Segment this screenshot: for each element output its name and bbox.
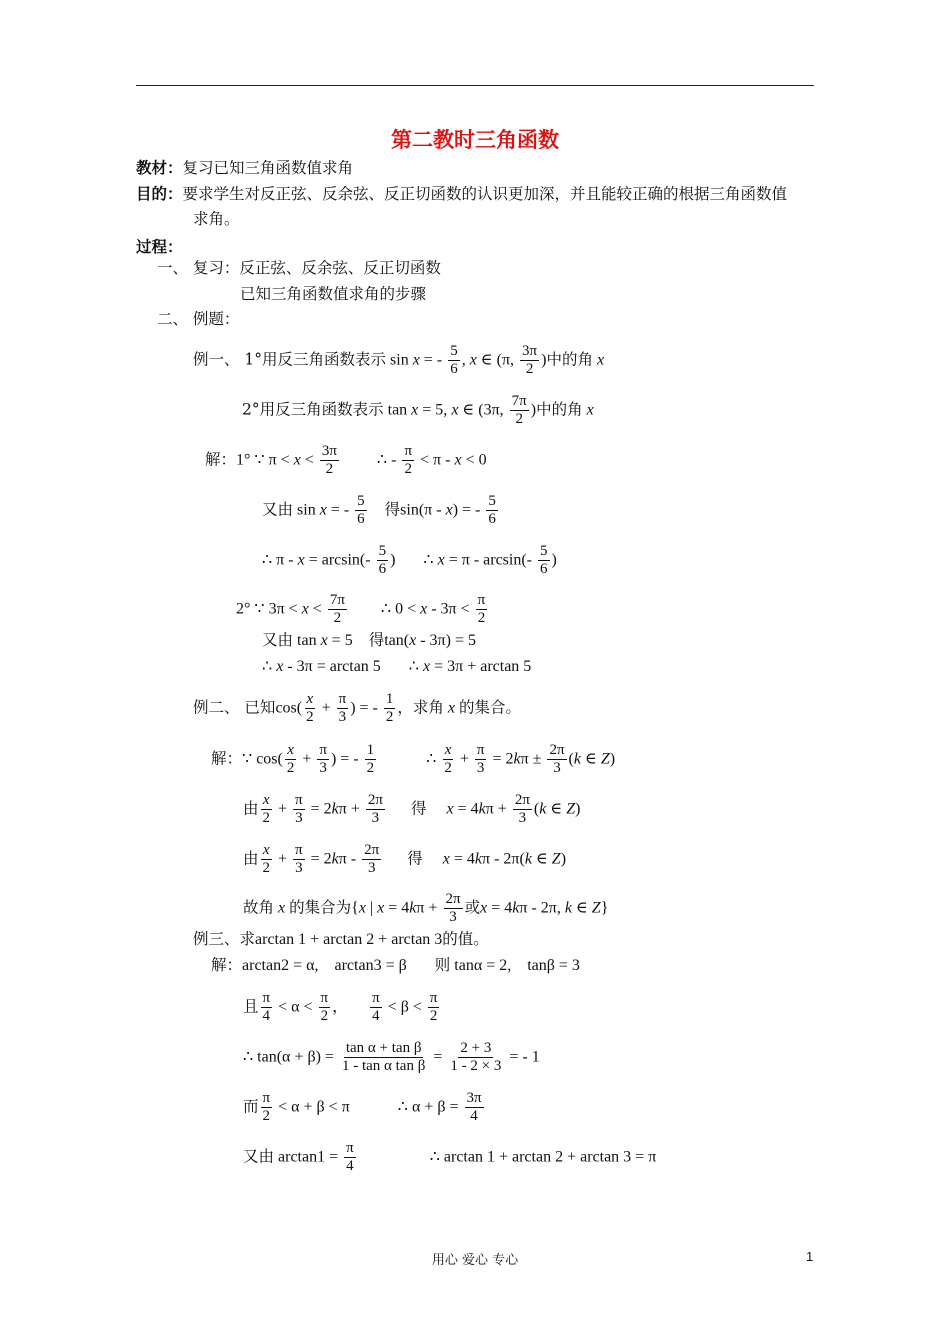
solution2-step1: 解：∵ cos( $\frac{x}{2}$ + $\frac{\pi}{3}$ ) = - $\frac{1}{2}$ ∴ $\frac{x}{2}$ + $\frac{\pi}{3}$ = 2kπ ± $\frac{2\pi}{3}$ (k ∈ Z) xyxy=(211,742,616,776)
page-number: 1 xyxy=(806,1249,814,1264)
section-review: 一、 复习：反正弦、反余弦、反正切函数 xyxy=(157,259,441,277)
solution1-part2-step1: 2° ∵ 3π < x < $\frac{7\pi}{2}$ ∴ 0 < x - 3π < $\frac{\pi}{2}$ xyxy=(236,592,486,626)
solution3-step5: 又由 arctan1 = $\frac{\pi}{4}$ ∴ arctan 1 + arctan 2 + arctan 3 = π xyxy=(243,1140,657,1174)
solution3-step2: 且 $\frac{\pi}{4}$ < α < $\frac{\pi}{2}$ ， $\frac{\pi}{4}$ < β < $\frac{\pi}{2}$ xyxy=(243,990,438,1024)
solution3-step1: 解：arctan2 = α, arctan3 = β 则 tanα = 2, tanβ = 3 xyxy=(211,956,580,974)
page-footer: 用心 爱心 专心 xyxy=(431,1253,519,1268)
solution3-step3: ∴ tan(α + β) = $\frac{\text{tan α + tan β}}{\text{1 - tan α tan β}}$ = $\frac{2 + 3}{1 - 2 \times 3}$ = - 1 xyxy=(243,1040,540,1074)
example1-part1: 例一、 1°用反三角函数表示 sin x = - $\frac{5}{6}$ , x ∈ (π, $\frac{3\pi}{2}$ )中的角 x xyxy=(193,343,605,377)
solution3-step4: 而 $\frac{\pi}{2}$ < α + β < π ∴ α + β = $\frac{3\pi}{4}$ xyxy=(243,1090,482,1124)
solution1-step3: ∴ π - x = arcsin(- $\frac{5}{6}$ ) ∴ x = π - arcsin(- $\frac{5}{6}$ ) xyxy=(262,543,557,577)
solution1-part2-step2: 又由 tan x = 5 得tan(x - 3π) = 5 xyxy=(262,631,476,649)
purpose-label: 目的： xyxy=(136,185,183,203)
example1-part2: 2°用反三角函数表示 tan x = 5, x ∈ (3π, $\frac{7\pi}{2}$ )中的角 x xyxy=(242,393,594,427)
solution1-part2-step3: ∴ x - 3π = arctan 5 ∴ x = 3π + arctan 5 xyxy=(262,658,532,675)
section-examples: 二、 例题： xyxy=(157,310,240,328)
solution1-step1: 解：1° ∵ π < x < $\frac{3\pi}{2}$ ∴ - $\frac{\pi}{2}$ < π - x < 0 xyxy=(205,443,487,477)
material-label: 教材： xyxy=(136,159,183,177)
section-review-2: 已知三角函数值求角的步骤 xyxy=(240,285,427,303)
example3: 例三、求arctan 1 + arctan 2 + arctan 3的值。 xyxy=(193,930,489,948)
solution2-step3: 由 $\frac{x}{2}$ + $\frac{\pi}{3}$ = 2kπ - $\frac{2\pi}{3}$ 得 x = 4kπ - 2π(k ∈ Z) xyxy=(243,842,567,876)
solution2-result: 故角 x 的集合为{x | x = 4kπ + $\frac{2\pi}{3}$ 或x = 4kπ - 2π, k ∈ Z} xyxy=(243,891,609,925)
purpose-text: 要求学生对反正弦、反余弦、反正切函数的认识更加深，并且能较正确的根据三角函数值 xyxy=(182,185,788,203)
solution2-step2: 由 $\frac{x}{2}$ + $\frac{\pi}{3}$ = 2kπ + $\frac{2\pi}{3}$ 得 x = 4kπ + $\frac{2\pi}{3}$ (k ∈ Z) xyxy=(243,792,581,826)
example2: 例二、 已知cos( $\frac{x}{2}$ + $\frac{\pi}{3}$ ) = - $\frac{1}{2}$ ，求角 x 的集合。 xyxy=(193,691,522,725)
solution1-step2: 又由 sin x = - $\frac{5}{6}$ 得sin(π - x) = - $\frac{5}{6}$ xyxy=(262,493,496,527)
material-text: 复习已知三角函数值求角 xyxy=(182,159,354,177)
page-title: 第二教时三角函数 xyxy=(391,128,559,152)
process-label: 过程： xyxy=(136,238,183,256)
purpose-line xyxy=(136,184,787,204)
purpose-line-2: 求角。 xyxy=(193,210,240,228)
material-line xyxy=(136,158,353,178)
header-rule xyxy=(136,85,814,86)
